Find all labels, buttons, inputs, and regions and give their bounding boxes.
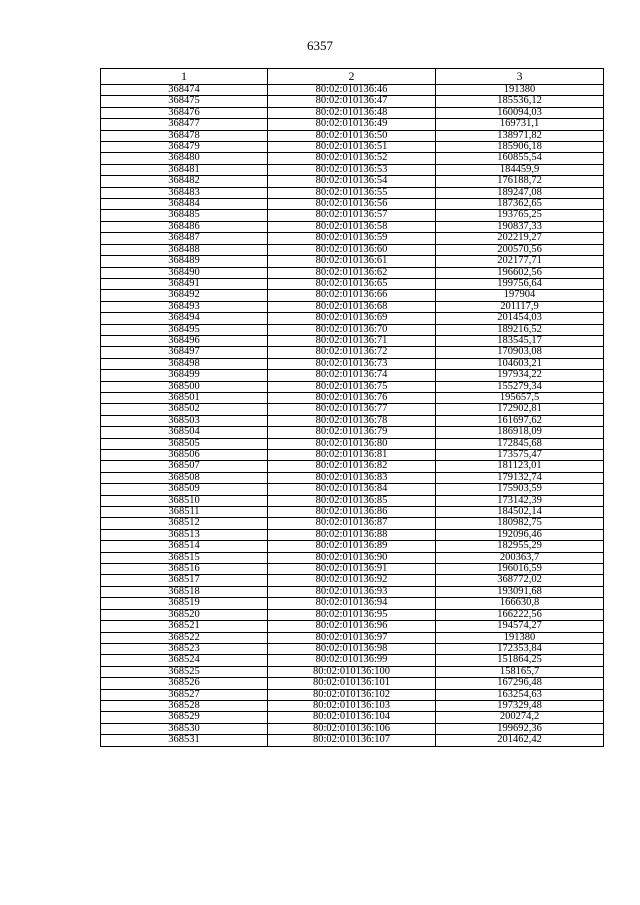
table-cell-col-1: 368485 bbox=[101, 210, 268, 221]
table-cell-col-3: 138971,82 bbox=[436, 130, 604, 141]
table-cell-col-2: 80:02:010136:84 bbox=[268, 484, 436, 495]
table-cell-col-3: 184459,9 bbox=[436, 164, 604, 175]
table-cell-col-1: 368492 bbox=[101, 290, 268, 301]
table-cell-col-3: 163254,63 bbox=[436, 689, 604, 700]
table-cell-col-3: 189247,08 bbox=[436, 187, 604, 198]
table-cell-col-3: 199692,36 bbox=[436, 723, 604, 734]
table-row bbox=[101, 119, 604, 130]
table-cell-col-3: 200274,2 bbox=[436, 712, 604, 723]
table-cell-col-2: 80:02:010136:74 bbox=[268, 370, 436, 381]
table-cell-col-3: 368772,02 bbox=[436, 575, 604, 586]
table-row bbox=[101, 301, 604, 312]
table-row bbox=[101, 450, 604, 461]
table-cell-col-2: 80:02:010136:83 bbox=[268, 472, 436, 483]
table-cell-col-2: 80:02:010136:107 bbox=[268, 735, 436, 746]
table-cell-col-2: 80:02:010136:51 bbox=[268, 142, 436, 153]
table-cell-col-2: 80:02:010136:75 bbox=[268, 381, 436, 392]
table-body bbox=[101, 85, 604, 747]
table-cell-col-1: 368531 bbox=[101, 735, 268, 746]
table-cell-col-2: 80:02:010136:73 bbox=[268, 358, 436, 369]
table-cell-col-1: 368519 bbox=[101, 598, 268, 609]
table-cell-col-3: 172353,84 bbox=[436, 643, 604, 654]
table-row bbox=[101, 564, 604, 575]
table-cell-col-3: 166630,8 bbox=[436, 598, 604, 609]
table-cell-col-2: 80:02:010136:56 bbox=[268, 199, 436, 210]
table-cell-col-3: 167296,48 bbox=[436, 678, 604, 689]
table-cell-col-1: 368503 bbox=[101, 415, 268, 426]
table-cell-col-1: 368489 bbox=[101, 256, 268, 267]
table-row bbox=[101, 221, 604, 232]
table-cell-col-1: 368523 bbox=[101, 643, 268, 654]
table-row bbox=[101, 347, 604, 358]
header-row bbox=[101, 69, 604, 85]
table-cell-col-1: 368495 bbox=[101, 324, 268, 335]
table-cell-col-3: 191380 bbox=[436, 85, 604, 96]
table-cell-col-3: 160094,03 bbox=[436, 107, 604, 118]
table-cell-col-3: 185536,12 bbox=[436, 96, 604, 107]
table-cell-col-3: 158165,7 bbox=[436, 666, 604, 677]
table-cell-col-2: 80:02:010136:81 bbox=[268, 450, 436, 461]
table-cell-col-2: 80:02:010136:92 bbox=[268, 575, 436, 586]
table-cell-col-2: 80:02:010136:54 bbox=[268, 176, 436, 187]
table-cell-col-3: 172845,68 bbox=[436, 438, 604, 449]
table-cell-col-2: 80:02:010136:96 bbox=[268, 621, 436, 632]
table-row bbox=[101, 621, 604, 632]
table-cell-col-1: 368497 bbox=[101, 347, 268, 358]
table-cell-col-3: 201462,42 bbox=[436, 735, 604, 746]
page-number: 6357 bbox=[307, 38, 333, 53]
table-cell-col-1: 368513 bbox=[101, 529, 268, 540]
table-cell-col-2: 80:02:010136:95 bbox=[268, 609, 436, 620]
table-row bbox=[101, 85, 604, 96]
table-cell-col-3: 186918,09 bbox=[436, 427, 604, 438]
table-row bbox=[101, 666, 604, 677]
table-cell-col-1: 368504 bbox=[101, 427, 268, 438]
table-cell-col-2: 80:02:010136:48 bbox=[268, 107, 436, 118]
table-header bbox=[101, 69, 604, 85]
table-row bbox=[101, 96, 604, 107]
table-row bbox=[101, 164, 604, 175]
table-row bbox=[101, 324, 604, 335]
table-cell-col-3: 190837,33 bbox=[436, 221, 604, 232]
table-cell-col-1: 368502 bbox=[101, 404, 268, 415]
table-cell-col-1: 368501 bbox=[101, 392, 268, 403]
table-cell-col-1: 368479 bbox=[101, 142, 268, 153]
table-cell-col-1: 368484 bbox=[101, 199, 268, 210]
table-cell-col-3: 197934,22 bbox=[436, 370, 604, 381]
table-cell-col-3: 176188,72 bbox=[436, 176, 604, 187]
table-cell-col-1: 368498 bbox=[101, 358, 268, 369]
table-cell-col-3: 194574,27 bbox=[436, 621, 604, 632]
table-row bbox=[101, 244, 604, 255]
table-cell-col-1: 368528 bbox=[101, 700, 268, 711]
table-cell-col-2: 80:02:010136:103 bbox=[268, 700, 436, 711]
table-cell-col-1: 368510 bbox=[101, 495, 268, 506]
table-cell-col-1: 368496 bbox=[101, 335, 268, 346]
table-row bbox=[101, 723, 604, 734]
table-cell-col-3: 202219,27 bbox=[436, 233, 604, 244]
table-row bbox=[101, 370, 604, 381]
table-cell-col-2: 80:02:010136:87 bbox=[268, 518, 436, 529]
table-row bbox=[101, 130, 604, 141]
table-cell-col-3: 169731,1 bbox=[436, 119, 604, 130]
table-cell-col-2: 80:02:010136:85 bbox=[268, 495, 436, 506]
table-row bbox=[101, 712, 604, 723]
table-row bbox=[101, 484, 604, 495]
table-cell-col-2: 80:02:010136:104 bbox=[268, 712, 436, 723]
table-row bbox=[101, 586, 604, 597]
table-row bbox=[101, 575, 604, 586]
table-row bbox=[101, 210, 604, 221]
table-cell-col-2: 80:02:010136:93 bbox=[268, 586, 436, 597]
table-row bbox=[101, 598, 604, 609]
table-cell-col-3: 182955,29 bbox=[436, 541, 604, 552]
table-cell-col-2: 80:02:010136:69 bbox=[268, 313, 436, 324]
table-cell-col-3: 175903,59 bbox=[436, 484, 604, 495]
table-cell-col-1: 368516 bbox=[101, 564, 268, 575]
table-cell-col-1: 368505 bbox=[101, 438, 268, 449]
table-cell-col-3: 193091,68 bbox=[436, 586, 604, 597]
table-row bbox=[101, 529, 604, 540]
table-cell-col-3: 199756,64 bbox=[436, 278, 604, 289]
table-cell-col-1: 368499 bbox=[101, 370, 268, 381]
table-cell-col-1: 368521 bbox=[101, 621, 268, 632]
table-row bbox=[101, 735, 604, 746]
table-row bbox=[101, 290, 604, 301]
table-cell-col-3: 184502,14 bbox=[436, 507, 604, 518]
table-cell-col-2: 80:02:010136:86 bbox=[268, 507, 436, 518]
table-row bbox=[101, 107, 604, 118]
table-cell-col-3: 183545,17 bbox=[436, 335, 604, 346]
table-cell-col-3: 185906,18 bbox=[436, 142, 604, 153]
table-row bbox=[101, 427, 604, 438]
table-cell-col-2: 80:02:010136:61 bbox=[268, 256, 436, 267]
table-cell-col-3: 161697,62 bbox=[436, 415, 604, 426]
table-cell-col-2: 80:02:010136:76 bbox=[268, 392, 436, 403]
table-cell-col-3: 166222,56 bbox=[436, 609, 604, 620]
table-cell-col-2: 80:02:010136:50 bbox=[268, 130, 436, 141]
table-row bbox=[101, 176, 604, 187]
table-row bbox=[101, 495, 604, 506]
table-cell-col-1: 368517 bbox=[101, 575, 268, 586]
table-cell-col-1: 368491 bbox=[101, 278, 268, 289]
table-cell-col-2: 80:02:010136:62 bbox=[268, 267, 436, 278]
table-cell-col-3: 196602,56 bbox=[436, 267, 604, 278]
table-cell-col-1: 368512 bbox=[101, 518, 268, 529]
table-cell-col-3: 173575,47 bbox=[436, 450, 604, 461]
table-cell-col-2: 80:02:010136:102 bbox=[268, 689, 436, 700]
table-cell-col-1: 368481 bbox=[101, 164, 268, 175]
table-cell-col-2: 80:02:010136:53 bbox=[268, 164, 436, 175]
table-cell-col-1: 368506 bbox=[101, 450, 268, 461]
table-row bbox=[101, 655, 604, 666]
table-cell-col-3: 179132,74 bbox=[436, 472, 604, 483]
table-cell-col-2: 80:02:010136:98 bbox=[268, 643, 436, 654]
table-cell-col-1: 368478 bbox=[101, 130, 268, 141]
table-cell-col-2: 80:02:010136:52 bbox=[268, 153, 436, 164]
table-cell-col-1: 368520 bbox=[101, 609, 268, 620]
table-cell-col-3: 195657,5 bbox=[436, 392, 604, 403]
table-cell-col-2: 80:02:010136:60 bbox=[268, 244, 436, 255]
table-cell-col-2: 80:02:010136:49 bbox=[268, 119, 436, 130]
table-cell-col-1: 368526 bbox=[101, 678, 268, 689]
table-row bbox=[101, 678, 604, 689]
table-row bbox=[101, 700, 604, 711]
table-cell-col-3: 181123,01 bbox=[436, 461, 604, 472]
table-row bbox=[101, 415, 604, 426]
table-cell-col-3: 151864,25 bbox=[436, 655, 604, 666]
table-cell-col-3: 104603,21 bbox=[436, 358, 604, 369]
column-header-2: 2 bbox=[268, 69, 436, 85]
table-row bbox=[101, 381, 604, 392]
table-cell-col-3: 173142,39 bbox=[436, 495, 604, 506]
table-cell-col-1: 368511 bbox=[101, 507, 268, 518]
table-cell-col-2: 80:02:010136:106 bbox=[268, 723, 436, 734]
table-row bbox=[101, 392, 604, 403]
table-row bbox=[101, 507, 604, 518]
table-row bbox=[101, 643, 604, 654]
table-cell-col-1: 368518 bbox=[101, 586, 268, 597]
table-cell-col-1: 368488 bbox=[101, 244, 268, 255]
table-cell-col-2: 80:02:010136:72 bbox=[268, 347, 436, 358]
table-cell-col-3: 202177,71 bbox=[436, 256, 604, 267]
table-row bbox=[101, 518, 604, 529]
table-row bbox=[101, 404, 604, 415]
table-cell-col-2: 80:02:010136:65 bbox=[268, 278, 436, 289]
table-cell-col-1: 368524 bbox=[101, 655, 268, 666]
table-cell-col-1: 368515 bbox=[101, 552, 268, 563]
table-cell-col-1: 368486 bbox=[101, 221, 268, 232]
table-cell-col-2: 80:02:010136:88 bbox=[268, 529, 436, 540]
table-row bbox=[101, 278, 604, 289]
table-row bbox=[101, 233, 604, 244]
table-row bbox=[101, 438, 604, 449]
table-cell-col-3: 180982,75 bbox=[436, 518, 604, 529]
table-cell-col-3: 160855,54 bbox=[436, 153, 604, 164]
table-cell-col-2: 80:02:010136:71 bbox=[268, 335, 436, 346]
table-cell-col-3: 189216,52 bbox=[436, 324, 604, 335]
table-cell-col-2: 80:02:010136:57 bbox=[268, 210, 436, 221]
table-row bbox=[101, 609, 604, 620]
table-row bbox=[101, 552, 604, 563]
table-cell-col-3: 201454,03 bbox=[436, 313, 604, 324]
column-header-3: 3 bbox=[436, 69, 604, 85]
table-cell-col-3: 155279,34 bbox=[436, 381, 604, 392]
table-cell-col-2: 80:02:010136:79 bbox=[268, 427, 436, 438]
table-row bbox=[101, 142, 604, 153]
table-cell-col-3: 200363,7 bbox=[436, 552, 604, 563]
table-cell-col-1: 368476 bbox=[101, 107, 268, 118]
table-cell-col-2: 80:02:010136:82 bbox=[268, 461, 436, 472]
table-cell-col-1: 368507 bbox=[101, 461, 268, 472]
table-cell-col-3: 187362,65 bbox=[436, 199, 604, 210]
table-cell-col-2: 80:02:010136:47 bbox=[268, 96, 436, 107]
table-cell-col-3: 196016,59 bbox=[436, 564, 604, 575]
data-table bbox=[100, 68, 604, 747]
table-cell-col-1: 368522 bbox=[101, 632, 268, 643]
table-cell-col-1: 368474 bbox=[101, 85, 268, 96]
table-cell-col-3: 197904 bbox=[436, 290, 604, 301]
table-row bbox=[101, 153, 604, 164]
table-cell-col-3: 201117,9 bbox=[436, 301, 604, 312]
table-row bbox=[101, 689, 604, 700]
table-row bbox=[101, 335, 604, 346]
table-cell-col-2: 80:02:010136:80 bbox=[268, 438, 436, 449]
table-cell-col-2: 80:02:010136:97 bbox=[268, 632, 436, 643]
table-cell-col-1: 368529 bbox=[101, 712, 268, 723]
table-cell-col-2: 80:02:010136:91 bbox=[268, 564, 436, 575]
table-cell-col-3: 172902,81 bbox=[436, 404, 604, 415]
table-cell-col-2: 80:02:010136:101 bbox=[268, 678, 436, 689]
table-row bbox=[101, 187, 604, 198]
table-cell-col-1: 368525 bbox=[101, 666, 268, 677]
table-cell-col-1: 368480 bbox=[101, 153, 268, 164]
table-cell-col-3: 197329,48 bbox=[436, 700, 604, 711]
table-cell-col-2: 80:02:010136:58 bbox=[268, 221, 436, 232]
table-cell-col-1: 368527 bbox=[101, 689, 268, 700]
table-cell-col-2: 80:02:010136:66 bbox=[268, 290, 436, 301]
table-cell-col-2: 80:02:010136:100 bbox=[268, 666, 436, 677]
table-row bbox=[101, 313, 604, 324]
table-cell-col-1: 368487 bbox=[101, 233, 268, 244]
table-cell-col-3: 192096,46 bbox=[436, 529, 604, 540]
table-cell-col-1: 368482 bbox=[101, 176, 268, 187]
table-row bbox=[101, 358, 604, 369]
table-cell-col-1: 368490 bbox=[101, 267, 268, 278]
table-cell-col-3: 170903,08 bbox=[436, 347, 604, 358]
table-row bbox=[101, 472, 604, 483]
table-cell-col-3: 193765,25 bbox=[436, 210, 604, 221]
table-cell-col-1: 368514 bbox=[101, 541, 268, 552]
table-cell-col-1: 368477 bbox=[101, 119, 268, 130]
table-cell-col-2: 80:02:010136:59 bbox=[268, 233, 436, 244]
table-cell-col-1: 368509 bbox=[101, 484, 268, 495]
table-row bbox=[101, 632, 604, 643]
table-cell-col-2: 80:02:010136:55 bbox=[268, 187, 436, 198]
table-cell-col-1: 368494 bbox=[101, 313, 268, 324]
table-cell-col-2: 80:02:010136:77 bbox=[268, 404, 436, 415]
table-cell-col-1: 368493 bbox=[101, 301, 268, 312]
table-cell-col-2: 80:02:010136:89 bbox=[268, 541, 436, 552]
table-cell-col-2: 80:02:010136:94 bbox=[268, 598, 436, 609]
table-row bbox=[101, 199, 604, 210]
table-row bbox=[101, 541, 604, 552]
table-cell-col-1: 368483 bbox=[101, 187, 268, 198]
table-cell-col-2: 80:02:010136:46 bbox=[268, 85, 436, 96]
table-row bbox=[101, 461, 604, 472]
table-cell-col-1: 368508 bbox=[101, 472, 268, 483]
table-cell-col-2: 80:02:010136:68 bbox=[268, 301, 436, 312]
table-cell-col-3: 191380 bbox=[436, 632, 604, 643]
table-cell-col-2: 80:02:010136:90 bbox=[268, 552, 436, 563]
table-cell-col-1: 368530 bbox=[101, 723, 268, 734]
table-row bbox=[101, 256, 604, 267]
table-cell-col-2: 80:02:010136:99 bbox=[268, 655, 436, 666]
table-cell-col-1: 368500 bbox=[101, 381, 268, 392]
table-cell-col-1: 368475 bbox=[101, 96, 268, 107]
table-cell-col-3: 200570,56 bbox=[436, 244, 604, 255]
column-header-1: 1 bbox=[101, 69, 268, 85]
table-cell-col-2: 80:02:010136:70 bbox=[268, 324, 436, 335]
table-cell-col-2: 80:02:010136:78 bbox=[268, 415, 436, 426]
table-row bbox=[101, 267, 604, 278]
